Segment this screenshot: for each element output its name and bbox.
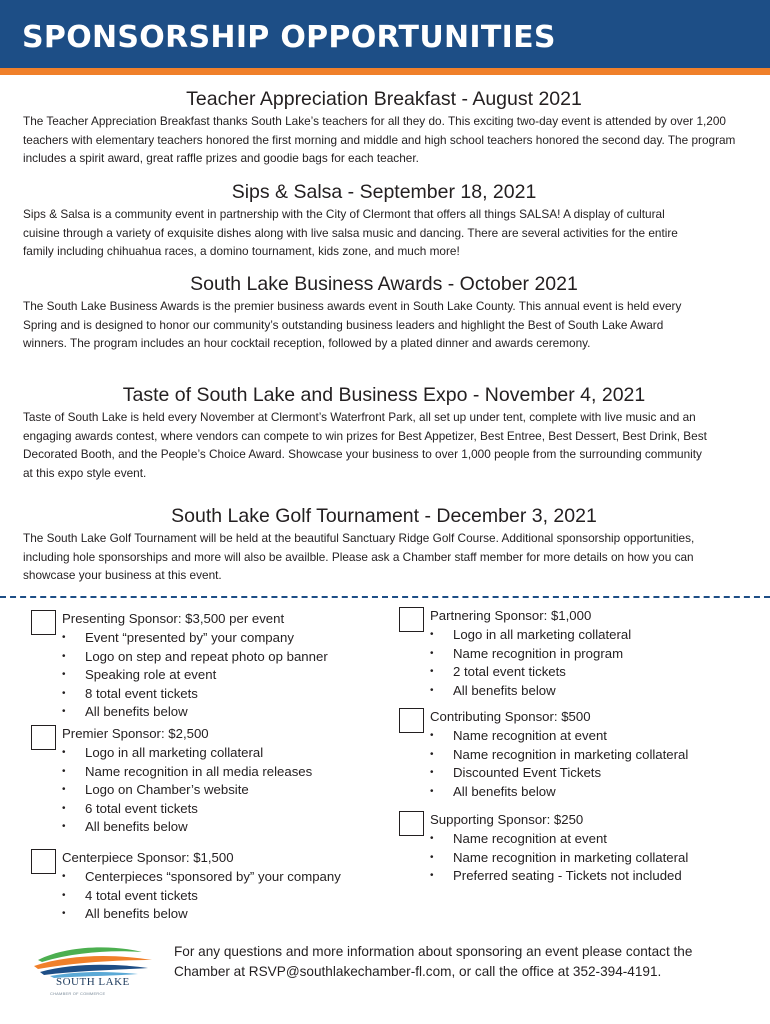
tier-title: Partnering Sponsor: $1,000	[430, 608, 592, 623]
supporting-sponsor-checkbox[interactable]	[399, 811, 424, 836]
tier-title: Centerpiece Sponsor: $1,500	[62, 850, 234, 865]
south-lake-logo-icon	[30, 938, 155, 998]
premier-sponsor-checkbox[interactable]	[31, 725, 56, 750]
benefit-list	[430, 727, 688, 801]
benefit-item: • Centerpieces “sponsored by” your company	[62, 868, 341, 887]
tier-title: Presenting Sponsor: $3,500 per event	[62, 611, 285, 626]
centerpiece-sponsor-checkbox[interactable]	[31, 849, 56, 874]
benefit-item: • Name recognition in marketing collateral	[430, 849, 688, 868]
tier-title: Premier Sponsor: $2,500	[62, 726, 209, 741]
benefit-item: • Speaking role at event	[62, 666, 328, 685]
page-title: SPONSORSHIP OPPORTUNITIES	[22, 20, 556, 55]
presenting-sponsor-checkbox[interactable]	[31, 610, 56, 635]
benefit-item: • All benefits below	[62, 818, 312, 837]
benefit-list	[62, 744, 312, 837]
benefit-list	[62, 868, 341, 924]
event-description: Sips & Salsa is a community event in partnership with the City of Clermont that offers all things SALSA! A display of cultural cuisine through a variety of exquisite dishes along with live salsa music and dancing. There are several activities for the entire family including chihuahua races, a domino tournament, kids zone, and much more!	[23, 207, 678, 258]
event-description: Taste of South Lake is held every November at Clermont’s Waterfront Park, all set up under tent, complete with live music and an engaging awards contest, where vendors can compete to win prizes for Best Appetizer, Best Entree, Best Dessert, Best Drink, Best Decorated Booth, and the People’s Choice Award. Showcase your business to over 1,000 people from the surrounding community at this expo style event.	[23, 410, 707, 480]
event-title: Taste of South Lake and Business Expo - November 4, 2021	[122, 384, 646, 406]
event-teacher-breakfast	[23, 87, 745, 168]
benefit-item: • 8 total event tickets	[62, 685, 328, 704]
benefit-item: • Name recognition at event	[430, 727, 688, 746]
logo-name: SOUTH LAKE	[56, 976, 130, 988]
benefit-item: • All benefits below	[62, 905, 341, 924]
event-taste-expo	[23, 383, 745, 482]
contact-info: For any questions and more information about sponsoring an event please contact the Chamber at RSVP@southlakechamber-fl.com, or call the office at 352-394-4191.	[174, 944, 693, 979]
benefit-item: • 2 total event tickets	[430, 663, 631, 682]
event-business-awards	[23, 272, 745, 353]
section-divider	[0, 596, 770, 598]
logo-subtitle: CHAMBER OF COMMERCE	[50, 991, 106, 996]
event-title: South Lake Business Awards - October 2021	[190, 273, 578, 295]
benefit-item: • Discounted Event Tickets	[430, 764, 688, 783]
contributing-sponsor-checkbox[interactable]	[399, 708, 424, 733]
benefit-item: • Event “presented by” your company	[62, 629, 328, 648]
event-sips-salsa	[23, 180, 745, 261]
benefit-item: • Logo on step and repeat photo op banner	[62, 648, 328, 667]
benefit-item: • All benefits below	[62, 703, 328, 722]
benefit-item: • 6 total event tickets	[62, 800, 312, 819]
benefit-item: • All benefits below	[430, 682, 631, 701]
benefit-item: • Name recognition in all media releases	[62, 763, 312, 782]
benefit-item: • Name recognition in program	[430, 645, 631, 664]
benefit-list	[62, 629, 328, 722]
event-golf-tournament	[23, 504, 745, 585]
benefit-item: • Preferred seating - Tickets not included	[430, 867, 688, 886]
partnering-sponsor-checkbox[interactable]	[399, 607, 424, 632]
event-title: Teacher Appreciation Breakfast - August 2021	[186, 88, 582, 110]
event-description: The South Lake Business Awards is the premier business awards event in South Lake County. This annual event is held every Spring and is designed to honor our community’s outstanding business leaders and highlight the Best of South Lake Award winners. The program includes an hour cocktail reception, followed by a plated dinner and awards ceremony.	[23, 299, 682, 350]
header-banner	[0, 0, 770, 68]
event-description: The South Lake Golf Tournament will be held at the beautiful Sanctuary Ridge Golf Course. Additional sponsorship opportunities, including hole sponsorships and more will also be availble. Please ask a Chamber staff member for more details on how you can showcase your business at this event.	[23, 531, 695, 582]
event-title: Sips & Salsa - September 18, 2021	[231, 181, 537, 203]
benefit-item: • All benefits below	[430, 783, 688, 802]
benefit-item: • Logo in all marketing collateral	[62, 744, 312, 763]
event-title: South Lake Golf Tournament - December 3, 2021	[171, 505, 597, 527]
tier-title: Contributing Sponsor: $500	[430, 709, 591, 724]
benefit-item: • Name recognition in marketing collateral	[430, 746, 688, 765]
benefit-list	[430, 626, 631, 700]
benefit-item: • 4 total event tickets	[62, 887, 341, 906]
event-description: The Teacher Appreciation Breakfast thanks South Lake’s teachers for all they do. This exciting two-day event is attended by over 1,200 teachers with elementary teachers honored the first morning and middle and high school teachers honored the second day. The program includes a spirit award, great raffle prizes and goodie bags for each teacher.	[23, 114, 736, 165]
tier-title: Supporting Sponsor: $250	[430, 812, 584, 827]
benefit-list	[430, 830, 688, 886]
benefit-item: • Name recognition at event	[430, 830, 688, 849]
benefit-item: • Logo in all marketing collateral	[430, 626, 631, 645]
benefit-item: • Logo on Chamber’s website	[62, 781, 312, 800]
header-accent-stripe	[0, 68, 770, 75]
